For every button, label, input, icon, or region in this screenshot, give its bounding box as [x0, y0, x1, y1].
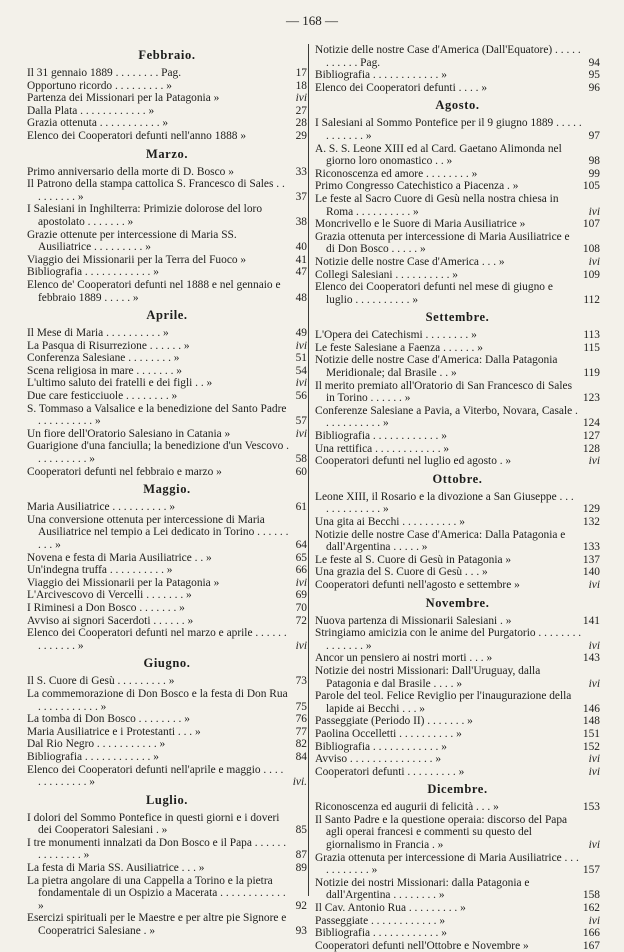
entry-title: Dal Rio Negro . . . . . . . . . . . » — [27, 738, 166, 751]
entry-title: Le feste al Sacro Cuore di Gesù nella nostra chiesa in Roma . . . . . . . . . . » — [315, 192, 559, 218]
entry-title: Il merito premiato all'Oratorio di San Francesco di Sales in Torino . . . . . . » — [315, 379, 573, 405]
index-entry — [315, 180, 600, 193]
entry-title: Grazia ottenuta . . . . . . . . . . . » — [27, 117, 169, 130]
entry-title: Un'indegna truffa . . . . . . . . . . » — [27, 564, 173, 577]
index-entry — [315, 579, 600, 592]
entry-page-number: 99 — [588, 167, 600, 180]
entry-page-number: ivi — [588, 205, 600, 218]
entry-page-number: 49 — [295, 327, 307, 340]
month-section — [27, 308, 307, 478]
entry-title: La tomba di Don Bosco . . . . . . . . » — [27, 713, 190, 726]
column-divider — [308, 44, 309, 896]
index-entry — [27, 80, 307, 93]
month-heading: Febbraio. — [138, 48, 196, 62]
entry-page-number: 61 — [295, 501, 307, 514]
entry-title: Bibliografia . . . . . . . . . . . . » — [315, 69, 447, 82]
entry-page-number: 41 — [295, 253, 307, 266]
entry-title: L'Arcivescovo di Vercelli . . . . . . . » — [27, 589, 192, 602]
entry-title: I dolori del Sommo Pontefice in questi giorni e i doveri dei Cooperatori Salesiani . » — [27, 811, 280, 837]
entry-title: Bibliografia . . . . . . . . . . . . » — [315, 430, 447, 443]
index-entry — [315, 566, 600, 579]
entry-page-number: 153 — [582, 801, 600, 814]
entry-title: Viaggio dei Missionarii per la Patagonia » — [27, 576, 220, 589]
month-heading: Settembre. — [425, 310, 490, 325]
entry-title: Una rettifica . . . . . . . . . . . . » — [315, 442, 450, 455]
entry-title: Conferenze Salesiane a Pavia, a Viterbo, Novara, Casale . . . . . . . . . . . » — [315, 404, 578, 430]
entry-page-number: 124 — [582, 417, 600, 430]
entry-page-number: 112 — [583, 293, 600, 306]
entry-page-number: 115 — [583, 341, 600, 354]
index-entry — [315, 117, 600, 142]
entry-page-number: 158 — [582, 889, 600, 902]
entry-title: Avviso ai signori Sacerdoti . . . . . . » — [27, 614, 194, 627]
month-section — [315, 310, 600, 468]
entry-title: Elenco dei Cooperatori defunti . . . . » — [315, 81, 488, 94]
index-entry — [27, 466, 307, 479]
index-entry — [315, 82, 600, 95]
entry-page-number: 82 — [295, 738, 307, 751]
index-entry — [27, 166, 307, 179]
entry-title: Cooperatori defunti nel luglio ed agosto . » — [315, 455, 512, 468]
month-section — [315, 98, 600, 306]
entry-title: La Pasqua di Risurrezione . . . . . . » — [27, 339, 190, 352]
index-entry — [315, 554, 600, 567]
index-entry — [27, 352, 307, 365]
index-entry — [315, 690, 600, 715]
entry-page-number: 123 — [582, 392, 600, 405]
month-heading: Giugno. — [143, 656, 191, 671]
entry-title: Opportuno ricordo . . . . . . . . . » — [27, 79, 172, 92]
entry-page-number: 37 — [295, 190, 307, 203]
month-section — [315, 472, 600, 592]
month-section — [27, 147, 307, 305]
entry-title: Primo anniversario della morte di D. Bosco » — [27, 165, 234, 178]
entry-page-number: 107 — [582, 218, 600, 231]
entry-page-number: 28 — [295, 117, 307, 130]
entry-title: Elenco dei Cooperatori defunti nell'aprile e maggio . . . . . . . . . . . . . » — [27, 763, 284, 789]
entry-page-number: 54 — [295, 364, 307, 377]
entry-title: La pietra angolare di una Cappella a Torino e la pietra fondamentale di un Ospizio a Macerata . . . . . . . . . . . . » — [27, 874, 286, 912]
index-entry — [315, 256, 600, 269]
entry-page-number: 73 — [295, 675, 307, 688]
index-entry — [27, 912, 307, 937]
index-entry — [27, 675, 307, 688]
entry-page-number: 132 — [582, 516, 600, 528]
index-entry — [315, 443, 600, 456]
entry-title: Passeggiate . . . . . . . . . . . . » — [315, 914, 446, 927]
entry-title: Notizie dei nostri Missionari: Dall'Uruguay, dalla Patagonia e dal Brasile . . . . » — [315, 664, 541, 690]
entry-title: Leone XIII, il Rosario e la divozione a San Giuseppe . . . . . . . . . . . . . » — [315, 490, 574, 516]
month-section — [315, 782, 600, 952]
index-entry — [27, 713, 307, 726]
entry-title: Cooperatori defunti nell'agosto e settembre » — [315, 578, 520, 591]
entry-page-number: 98 — [588, 155, 600, 168]
entry-title: Maria Ausiliatrice . . . . . . . . . . » — [27, 501, 176, 514]
entry-title: Scena religiosa in mare . . . . . . . » — [27, 364, 182, 377]
entry-page-number: 38 — [295, 215, 307, 228]
index-entry — [315, 801, 600, 814]
index-entry — [27, 365, 307, 378]
entry-title: Grazia ottenuta per intercessione di Maria Ausiliatrice . . . . . . . . . . . » — [315, 851, 579, 877]
index-entry — [315, 940, 600, 952]
index-entry — [27, 589, 307, 602]
index-entry — [27, 501, 307, 514]
entry-title: La festa di Maria SS. Ausiliatrice . . . » — [27, 862, 205, 875]
index-entry — [27, 254, 307, 267]
index-entry — [315, 231, 600, 256]
index-entry — [27, 229, 307, 254]
entry-title: I tre monumenti innalzati da Don Bosco e il Papa . . . . . . . . . . . . . . » — [27, 836, 287, 862]
index-entry — [27, 726, 307, 739]
entry-page-number: ivi — [295, 339, 307, 352]
entry-page-number: 137 — [582, 553, 600, 566]
entry-title: Un fiore dell'Oratorio Salesiano in Catania » — [27, 427, 231, 440]
entry-page-number: 75 — [295, 700, 307, 713]
entry-title: Grazia ottenuta per intercessione di Maria Ausiliatrice e di Don Bosco . . . . . » — [315, 230, 570, 256]
entry-title: Una conversione ottenuta per intercessione di Maria Ausiliatrice nel tempio a Lei dedicato in Torino . . . . . . . . . » — [27, 513, 289, 551]
entry-title: S. Tommaso a Valsalice e la benedizione del Santo Padre . . . . . . . . . . » — [27, 402, 287, 428]
entry-page-number: 47 — [295, 266, 307, 279]
index-entry — [27, 403, 307, 428]
index-entry — [315, 615, 600, 628]
entry-page-number: 60 — [295, 465, 307, 478]
entry-page-number: 65 — [295, 551, 307, 564]
entry-title: Elenco dei Cooperatori defunti nel marzo e aprile . . . . . . . . . . . . . » — [27, 627, 287, 652]
entry-title: Il 31 gennaio 1889 . . . . . . . . Pag. — [27, 67, 182, 79]
entry-title: Grazie ottenute per intercessione di Maria SS. Ausiliatrice . . . . . . . . . » — [27, 228, 237, 254]
entry-page-number: ivi — [588, 753, 600, 766]
entry-page-number: ivi — [588, 578, 600, 591]
entry-page-number: 141 — [582, 614, 600, 627]
index-entry — [315, 69, 600, 82]
entry-page-number: 133 — [582, 541, 600, 554]
entry-page-number: 48 — [295, 291, 307, 304]
month-heading: Dicembre. — [427, 782, 488, 797]
index-entry — [315, 354, 600, 379]
entry-title: Dalla Plata . . . . . . . . . . . . » — [27, 104, 155, 117]
entry-title: I Riminesi a Don Bosco . . . . . . . » — [27, 601, 185, 614]
entry-title: Novena e festa di Maria Ausiliatrice . . » — [27, 551, 212, 564]
month-section — [27, 793, 307, 938]
entry-title: Parole del teol. Felice Reviglio per l'inaugurazione della lapide ai Becchi . . . » — [315, 690, 572, 715]
entry-title: Bibliografia . . . . . . . . . . . . » — [27, 750, 159, 763]
index-entry — [27, 627, 307, 652]
index-entry — [315, 281, 600, 306]
entry-page-number: 129 — [582, 503, 600, 516]
index-entry — [27, 837, 307, 862]
index-entry — [315, 143, 600, 168]
entry-title: Maria Ausiliatrice e i Protestanti . . . » — [27, 725, 201, 738]
index-entry — [27, 92, 307, 105]
entry-page-number: 108 — [582, 243, 600, 256]
entry-page-number: 84 — [295, 750, 307, 763]
entry-title: Una gita ai Becchi . . . . . . . . . . » — [315, 516, 465, 528]
entry-title: Il Cav. Antonio Rua . . . . . . . . . » — [315, 902, 466, 915]
index-entry — [27, 105, 307, 118]
entry-title: Una grazia del S. Cuore di Gesù . . . » — [315, 566, 488, 579]
index-entry — [27, 764, 307, 789]
entry-title: Riconoscenza ed augurii di felicità . . . » — [315, 801, 499, 814]
entry-title: Il Patrono della stampa cattolica S. Francesco di Sales . . . . . . . . . » — [27, 178, 285, 203]
index-entry — [315, 430, 600, 443]
entry-title: Guarigione d'una fanciulla; la benedizione d'un Vescovo . . . . . . . . . . » — [27, 440, 290, 466]
entry-title: Bibliografia . . . . . . . . . . . . » — [27, 266, 159, 279]
entry-title: I Salesiani in Inghilterra: Primizie dolorose del loro apostolato . . . . . . . » — [27, 203, 263, 228]
entry-page-number: 87 — [295, 849, 307, 862]
entry-page-number: ivi — [295, 377, 307, 390]
index-entry — [27, 602, 307, 615]
entry-page-number: 105 — [582, 180, 600, 193]
entry-page-number: ivi. — [292, 776, 307, 789]
index-entry — [315, 193, 600, 218]
index-entry — [315, 405, 600, 430]
entry-page-number: 69 — [295, 589, 307, 602]
index-entry — [315, 218, 600, 231]
entry-page-number: 140 — [582, 566, 600, 579]
entry-page-number: 56 — [295, 390, 307, 403]
index-entry — [315, 741, 600, 754]
entry-title: Bibliografia . . . . . . . . . . . . » — [315, 927, 447, 940]
entry-title: Bibliografia . . . . . . . . . . . . » — [315, 740, 447, 753]
entry-page-number: 17 — [295, 67, 307, 79]
entry-page-number: 93 — [295, 925, 307, 938]
index-entry — [27, 738, 307, 751]
month-section — [27, 48, 307, 143]
entry-page-number: 128 — [582, 442, 600, 455]
entry-page-number: 143 — [582, 652, 600, 665]
index-entry — [315, 766, 600, 779]
index-entry — [27, 266, 307, 279]
entry-page-number: ivi — [588, 255, 600, 268]
entry-page-number: 33 — [295, 165, 307, 178]
entry-page-number: 148 — [582, 715, 600, 728]
left-column — [27, 44, 307, 938]
index-entry — [27, 279, 307, 304]
entry-title: Due care festicciuole . . . . . . . . » — [27, 390, 178, 403]
entry-page-number: 95 — [588, 69, 600, 82]
month-heading: Ottobre. — [432, 471, 483, 486]
page-number: — 168 — — [286, 13, 338, 28]
entry-title: Partenza dei Missionari per la Patagonia » — [27, 92, 220, 105]
index-entry — [27, 514, 307, 552]
index-entry — [27, 428, 307, 441]
index-entry — [315, 715, 600, 728]
index-entry — [27, 440, 307, 465]
entry-page-number: 70 — [295, 601, 307, 614]
entry-page-number: 85 — [295, 824, 307, 837]
entry-title: Passeggiate (Periodo II) . . . . . . . » — [315, 715, 473, 728]
entry-title: Notizie delle nostre Case d'America: Dalla Patagonia Meridionale; dal Brasile . . » — [315, 354, 558, 380]
entry-title: Il Santo Padre e la questione operaia: discorso del Papa agli operai francesi e commenti su questo del giornalismo in Francia . » — [315, 813, 568, 852]
entry-title: Il S. Cuore di Gesù . . . . . . . . . » — [27, 675, 175, 688]
entry-page-number: 57 — [295, 415, 307, 428]
entry-title: Elenco dei Cooperatori defunti nel mese di giugno e luglio . . . . . . . . . . » — [315, 281, 553, 306]
month-heading: Agosto. — [435, 98, 480, 113]
entry-title: Collegi Salesiani . . . . . . . . . . » — [315, 268, 459, 281]
index-entry — [315, 665, 600, 690]
entry-page-number: 94 — [588, 56, 600, 69]
index-entry — [27, 564, 307, 577]
index-entry — [27, 67, 307, 80]
index-entry — [315, 852, 600, 877]
index-entry — [315, 329, 600, 342]
entry-title: L'Opera dei Catechismi . . . . . . . . » — [315, 329, 477, 342]
month-heading: Novembre. — [425, 595, 490, 610]
right-column — [315, 44, 600, 952]
entry-title: L'ultimo saluto dei fratelli e dei figli . . » — [27, 377, 213, 390]
entry-page-number: 29 — [295, 129, 307, 142]
entry-page-number: 92 — [295, 899, 307, 912]
entry-page-number: 72 — [295, 614, 307, 627]
entry-page-number: 119 — [583, 367, 600, 380]
entry-title: Primo Congresso Catechistico a Piacenza . » — [315, 180, 519, 193]
entry-page-number: 96 — [588, 81, 600, 94]
entry-page-number: 89 — [295, 862, 307, 875]
entry-title: Riconoscenza ed amore . . . . . . . . » — [315, 167, 478, 180]
index-entry — [27, 377, 307, 390]
entry-title: Notizie dei nostri Missionari: dalla Patagonia e dall'Argentina . . . . . . . . » — [315, 876, 530, 902]
month-heading: Aprile. — [146, 308, 188, 323]
index-entry — [315, 877, 600, 902]
index-entry — [27, 615, 307, 628]
entry-page-number: ivi — [588, 914, 600, 927]
index-entry — [27, 812, 307, 837]
entry-page-number: ivi — [295, 427, 307, 440]
index-entry — [27, 751, 307, 764]
index-entry — [315, 627, 600, 652]
index-entry — [315, 753, 600, 766]
month-heading: Marzo. — [145, 146, 189, 161]
entry-title: Cooperatori defunti nel febbraio e marzo » — [27, 465, 222, 478]
index-entry — [27, 203, 307, 228]
entry-title: Moncrivello e le Suore di Maria Ausiliatrice » — [315, 218, 526, 231]
entry-title: Il Mese di Maria . . . . . . . . . . » — [27, 327, 169, 340]
entry-title: Conferenza Salesiane . . . . . . . . » — [27, 352, 180, 365]
entry-title: Cooperatori defunti nell'Ottobre e Novembre » — [315, 939, 529, 952]
month-section — [27, 656, 307, 788]
index-entry — [315, 455, 600, 468]
index-entry — [27, 340, 307, 353]
index-entry — [315, 915, 600, 928]
entry-page-number: ivi — [588, 639, 600, 652]
entry-page-number: 113 — [583, 329, 600, 342]
entry-title: Cooperatori defunti . . . . . . . . . » — [315, 765, 465, 778]
index-entry — [315, 529, 600, 554]
index-entry — [315, 269, 600, 282]
index-entry — [315, 902, 600, 915]
entry-page-number: 18 — [295, 79, 307, 92]
entry-title: La commemorazione di Don Bosco e la festa di Don Rua . . . . . . . . . . . » — [27, 687, 288, 713]
entry-page-number: 166 — [582, 927, 600, 940]
month-section — [27, 482, 307, 652]
entry-title: Ancor un pensiero ai nostri morti . . . » — [315, 652, 493, 665]
index-entry — [315, 380, 600, 405]
entry-page-number: 77 — [295, 725, 307, 738]
month-heading: Luglio. — [145, 792, 189, 807]
entry-page-number: 64 — [295, 539, 307, 551]
entry-page-number: ivi — [295, 576, 307, 589]
entry-title: Elenco de' Cooperatori defunti nel 1888 e nel gennaio e febbraio 1889 . . . . . » — [27, 278, 281, 304]
entry-title: Notizie delle nostre Case d'America: Dalla Patagonia e dall'Argentina . . . . . » — [315, 528, 566, 554]
entry-page-number: 66 — [295, 564, 307, 577]
index-entry — [27, 552, 307, 565]
entry-title: A. S. S. Leone XIII ed al Card. Gaetano Alimonda nel giorno loro onomastico . . » — [315, 142, 562, 168]
entry-title: Nuova partenza di Missionarii Salesiani . » — [315, 614, 512, 627]
index-entry — [27, 688, 307, 713]
entry-title: Le feste al S. Cuore di Gesù in Patagonia » — [315, 553, 512, 566]
index-entry — [27, 862, 307, 875]
month-section — [315, 596, 600, 779]
entry-page-number: 167 — [582, 939, 600, 952]
entry-page-number: 109 — [582, 268, 600, 281]
entry-page-number: 76 — [295, 713, 307, 726]
index-entry — [27, 117, 307, 130]
index-entry — [27, 577, 307, 590]
entry-page-number: ivi — [295, 92, 307, 105]
entry-page-number: 146 — [582, 702, 600, 715]
entry-title: Notizie delle nostre Case d'America (Dall'Equatore) . . . . . . . . . . . Pag. — [315, 44, 581, 69]
month-heading: Maggio. — [143, 482, 191, 497]
entry-page-number: 162 — [582, 902, 600, 915]
index-entry — [27, 390, 307, 403]
index-entry — [315, 168, 600, 181]
index-entry — [315, 927, 600, 940]
entry-page-number: 151 — [582, 727, 600, 740]
entry-page-number: 27 — [295, 104, 307, 117]
entry-page-number: 58 — [295, 453, 307, 466]
index-entry — [27, 178, 307, 203]
index-entry — [315, 814, 600, 852]
entry-title: I Salesiani al Sommo Pontefice per il 9 giugno 1889 . . . . . . . . . . . . » — [315, 117, 582, 142]
index-entry — [315, 491, 600, 516]
entry-page-number: ivi — [588, 839, 600, 852]
entry-title: Stringiamo amicizia con le anime del Purgatorio . . . . . . . . . . . . . . . » — [315, 627, 582, 652]
month-section — [315, 44, 600, 94]
entry-page-number: 157 — [582, 864, 600, 877]
entry-title: Elenco dei Cooperatori defunti nell'anno 1888 » — [27, 129, 247, 142]
entry-page-number: 97 — [588, 129, 600, 142]
index-entry — [315, 342, 600, 355]
entry-title: Notizie delle nostre Case d'America . . . » — [315, 255, 505, 268]
entry-title: Esercizi spirituali per le Maestre e per altre pie Signore e Cooperatrici Salesiane . » — [27, 912, 287, 938]
entry-page-number: 152 — [582, 740, 600, 753]
index-entry — [315, 652, 600, 665]
entry-title: Avviso . . . . . . . . . . . . . . . » — [315, 753, 442, 766]
entry-title: Viaggio dei Missionarii per la Terra del Fuoco » — [27, 253, 247, 266]
entry-page-number: ivi — [295, 639, 307, 652]
entry-page-number: ivi — [588, 765, 600, 778]
entry-title: Le feste Salesiane a Faenza . . . . . . » — [315, 341, 483, 354]
entry-title: Paolina Occelletti . . . . . . . . . . » — [315, 727, 462, 740]
index-entry — [315, 44, 600, 69]
entry-page-number: 51 — [295, 352, 307, 365]
entry-page-number: ivi — [588, 455, 600, 468]
entry-page-number: 40 — [295, 241, 307, 254]
index-entry — [315, 728, 600, 741]
index-entry — [27, 130, 307, 143]
index-entry — [27, 327, 307, 340]
index-entry — [315, 516, 600, 529]
entry-page-number: 127 — [582, 430, 600, 443]
entry-page-number: ivi — [588, 677, 600, 690]
